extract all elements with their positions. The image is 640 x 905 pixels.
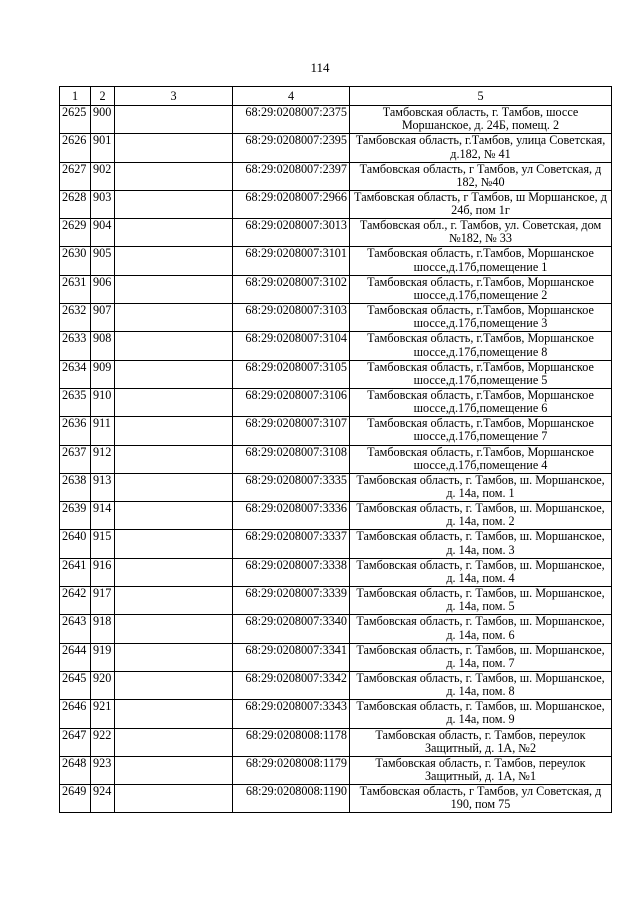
column-3-cell: [115, 162, 233, 190]
cadastral-number-cell: 68:29:0208007:3343: [233, 700, 350, 728]
table-row: [60, 275, 612, 303]
row-number-cell: 2640: [60, 530, 91, 558]
property-registry-table: [59, 86, 612, 813]
column-3-cell: [115, 304, 233, 332]
object-number-cell: 909: [91, 360, 115, 388]
cadastral-number-cell: 68:29:0208007:3104: [233, 332, 350, 360]
column-3-cell: [115, 615, 233, 643]
column-3-cell: [115, 275, 233, 303]
table-row: [60, 162, 612, 190]
row-number-cell: 2645: [60, 671, 91, 699]
object-number-cell: 923: [91, 756, 115, 784]
table-row: [60, 304, 612, 332]
cadastral-number-cell: 68:29:0208007:2966: [233, 190, 350, 218]
cadastral-number-cell: 68:29:0208008:1190: [233, 785, 350, 813]
table-row: [60, 587, 612, 615]
cadastral-number-cell: 68:29:0208007:3105: [233, 360, 350, 388]
object-number-cell: 919: [91, 643, 115, 671]
row-number-cell: 2649: [60, 785, 91, 813]
cadastral-number-cell: 68:29:0208008:1178: [233, 728, 350, 756]
address-cell: Тамбовская область, г.Тамбов, Моршанское шоссе,д.17б,помещение 2: [350, 275, 612, 303]
cadastral-number-cell: 68:29:0208007:3341: [233, 643, 350, 671]
row-number-cell: 2625: [60, 106, 91, 134]
row-number-cell: 2626: [60, 134, 91, 162]
row-number-cell: 2643: [60, 615, 91, 643]
row-number-cell: 2646: [60, 700, 91, 728]
object-number-cell: 920: [91, 671, 115, 699]
table-row: [60, 332, 612, 360]
address-cell: Тамбовская область, г. Тамбов, переулок Защитный, д. 1А, №2: [350, 728, 612, 756]
table-row: [60, 219, 612, 247]
column-3-cell: [115, 671, 233, 699]
address-cell: Тамбовская область, г. Тамбов, ш. Моршанское, д. 14а, пом. 5: [350, 587, 612, 615]
object-number-cell: 914: [91, 502, 115, 530]
row-number-cell: 2632: [60, 304, 91, 332]
address-cell: Тамбовская область, г Тамбов, ул Советская, д 182, №40: [350, 162, 612, 190]
column-3-cell: [115, 728, 233, 756]
address-cell: Тамбовская область, г. Тамбов, ш. Моршанское, д. 14а, пом. 6: [350, 615, 612, 643]
address-cell: Тамбовская область, г. Тамбов, переулок Защитный, д. 1А, №1: [350, 756, 612, 784]
row-number-cell: 2642: [60, 587, 91, 615]
row-number-cell: 2630: [60, 247, 91, 275]
address-cell: Тамбовская область, г. Тамбов, ш. Моршанское, д. 14а, пом. 3: [350, 530, 612, 558]
object-number-cell: 904: [91, 219, 115, 247]
row-number-cell: 2644: [60, 643, 91, 671]
table-row: [60, 417, 612, 445]
address-cell: Тамбовская область, г.Тамбов, Моршанское шоссе,д.17б,помещение 1: [350, 247, 612, 275]
cadastral-number-cell: 68:29:0208007:2397: [233, 162, 350, 190]
row-number-cell: 2638: [60, 473, 91, 501]
address-cell: Тамбовская область, г.Тамбов, Моршанское шоссе,д.17б,помещение 4: [350, 445, 612, 473]
object-number-cell: 901: [91, 134, 115, 162]
table-row: [60, 445, 612, 473]
table-row: [60, 190, 612, 218]
header-col-4: 4: [233, 87, 350, 106]
page-number: 114: [310, 60, 330, 75]
table-row: [60, 756, 612, 784]
cadastral-number-cell: 68:29:0208008:1179: [233, 756, 350, 784]
cadastral-number-cell: 68:29:0208007:3107: [233, 417, 350, 445]
column-3-cell: [115, 360, 233, 388]
cadastral-number-cell: 68:29:0208007:3335: [233, 473, 350, 501]
row-number-cell: 2629: [60, 219, 91, 247]
address-cell: Тамбовская область, г.Тамбов, Моршанское шоссе,д.17б,помещение 5: [350, 360, 612, 388]
address-cell: Тамбовская область, г. Тамбов, ш. Моршанское, д. 14а, пом. 8: [350, 671, 612, 699]
object-number-cell: 918: [91, 615, 115, 643]
column-3-cell: [115, 558, 233, 586]
column-3-cell: [115, 756, 233, 784]
column-3-cell: [115, 134, 233, 162]
column-3-cell: [115, 530, 233, 558]
table-body: [60, 106, 612, 813]
cadastral-number-cell: 68:29:0208007:3013: [233, 219, 350, 247]
column-3-cell: [115, 417, 233, 445]
row-number-cell: 2635: [60, 388, 91, 416]
object-number-cell: 902: [91, 162, 115, 190]
row-number-cell: 2633: [60, 332, 91, 360]
table-row: [60, 643, 612, 671]
address-cell: Тамбовская область, г.Тамбов, Моршанское шоссе,д.17б,помещение 3: [350, 304, 612, 332]
address-cell: Тамбовская область, г.Тамбов, Моршанское шоссе,д.17б,помещение 6: [350, 388, 612, 416]
header-col-2: 2: [91, 87, 115, 106]
cadastral-number-cell: 68:29:0208007:3336: [233, 502, 350, 530]
object-number-cell: 905: [91, 247, 115, 275]
object-number-cell: 924: [91, 785, 115, 813]
row-number-cell: 2627: [60, 162, 91, 190]
table-row: [60, 388, 612, 416]
row-number-cell: 2637: [60, 445, 91, 473]
row-number-cell: 2628: [60, 190, 91, 218]
object-number-cell: 911: [91, 417, 115, 445]
address-cell: Тамбовская область, г.Тамбов, Моршанское шоссе,д.17б,помещение 8: [350, 332, 612, 360]
table-row: [60, 134, 612, 162]
cadastral-number-cell: 68:29:0208007:3339: [233, 587, 350, 615]
column-3-cell: [115, 785, 233, 813]
address-cell: Тамбовская область, г. Тамбов, ш. Моршанское, д. 14а, пом. 2: [350, 502, 612, 530]
object-number-cell: 917: [91, 587, 115, 615]
column-3-cell: [115, 106, 233, 134]
address-cell: Тамбовская область, г Тамбов, ул Советская, д 190, пом 75: [350, 785, 612, 813]
table-row: [60, 558, 612, 586]
object-number-cell: 908: [91, 332, 115, 360]
object-number-cell: 916: [91, 558, 115, 586]
address-cell: Тамбовская область, г.Тамбов, Моршанское шоссе,д.17б,помещение 7: [350, 417, 612, 445]
column-3-cell: [115, 247, 233, 275]
cadastral-number-cell: 68:29:0208007:2375: [233, 106, 350, 134]
address-cell: Тамбовская область, г Тамбов, ш Моршанское, д 24б, пом 1г: [350, 190, 612, 218]
row-number-cell: 2636: [60, 417, 91, 445]
table-row: [60, 728, 612, 756]
object-number-cell: 913: [91, 473, 115, 501]
object-number-cell: 922: [91, 728, 115, 756]
object-number-cell: 900: [91, 106, 115, 134]
column-3-cell: [115, 473, 233, 501]
row-number-cell: 2647: [60, 728, 91, 756]
cadastral-number-cell: 68:29:0208007:3106: [233, 388, 350, 416]
cadastral-number-cell: 68:29:0208007:3342: [233, 671, 350, 699]
table-header-row: [60, 87, 612, 106]
table-row: [60, 700, 612, 728]
object-number-cell: 910: [91, 388, 115, 416]
column-3-cell: [115, 445, 233, 473]
table-row: [60, 671, 612, 699]
column-3-cell: [115, 700, 233, 728]
object-number-cell: 921: [91, 700, 115, 728]
table-row: [60, 530, 612, 558]
address-cell: Тамбовская обл., г. Тамбов, ул. Советская, дом №182, № 33: [350, 219, 612, 247]
address-cell: Тамбовская область, г. Тамбов, ш. Моршанское, д. 14а, пом. 9: [350, 700, 612, 728]
table-row: [60, 360, 612, 388]
table-row: [60, 785, 612, 813]
column-3-cell: [115, 332, 233, 360]
object-number-cell: 903: [91, 190, 115, 218]
cadastral-number-cell: 68:29:0208007:3337: [233, 530, 350, 558]
header-col-5: 5: [350, 87, 612, 106]
cadastral-number-cell: 68:29:0208007:3103: [233, 304, 350, 332]
column-3-cell: [115, 587, 233, 615]
row-number-cell: 2634: [60, 360, 91, 388]
address-cell: Тамбовская область, г. Тамбов, шоссе Моршанское, д. 24Б, помещ. 2: [350, 106, 612, 134]
column-3-cell: [115, 643, 233, 671]
object-number-cell: 915: [91, 530, 115, 558]
row-number-cell: 2631: [60, 275, 91, 303]
column-3-cell: [115, 388, 233, 416]
cadastral-number-cell: 68:29:0208007:3101: [233, 247, 350, 275]
cadastral-number-cell: 68:29:0208007:2395: [233, 134, 350, 162]
table-row: [60, 615, 612, 643]
row-number-cell: 2648: [60, 756, 91, 784]
object-number-cell: 912: [91, 445, 115, 473]
cadastral-number-cell: 68:29:0208007:3102: [233, 275, 350, 303]
object-number-cell: 906: [91, 275, 115, 303]
cadastral-number-cell: 68:29:0208007:3340: [233, 615, 350, 643]
address-cell: Тамбовская область, г. Тамбов, ш. Моршанское, д. 14а, пом. 7: [350, 643, 612, 671]
table-row: [60, 502, 612, 530]
object-number-cell: 907: [91, 304, 115, 332]
address-cell: Тамбовская область, г.Тамбов, улица Советская, д.182, № 41: [350, 134, 612, 162]
address-cell: Тамбовская область, г. Тамбов, ш. Моршанское, д. 14а, пом. 4: [350, 558, 612, 586]
row-number-cell: 2641: [60, 558, 91, 586]
table-row: [60, 247, 612, 275]
column-3-cell: [115, 219, 233, 247]
cadastral-number-cell: 68:29:0208007:3108: [233, 445, 350, 473]
column-3-cell: [115, 502, 233, 530]
table-row: [60, 473, 612, 501]
row-number-cell: 2639: [60, 502, 91, 530]
cadastral-number-cell: 68:29:0208007:3338: [233, 558, 350, 586]
header-col-1: 1: [60, 87, 91, 106]
column-3-cell: [115, 190, 233, 218]
table-row: [60, 106, 612, 134]
address-cell: Тамбовская область, г. Тамбов, ш. Моршанское, д. 14а, пом. 1: [350, 473, 612, 501]
header-col-3: 3: [115, 87, 233, 106]
